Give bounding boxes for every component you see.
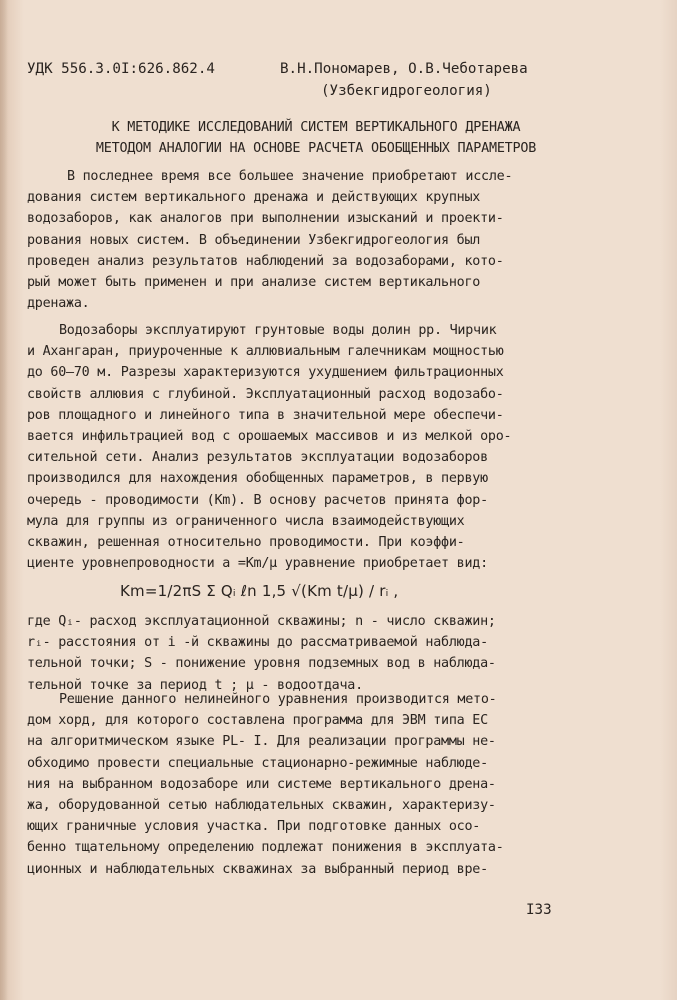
text-line: водозаборов, как аналогов при выполнении изысканий и проекти-	[27, 211, 504, 227]
text-line: ров площадного и линейного типа в значительной мере обеспечи-	[27, 407, 504, 423]
paragraph-2	[27, 320, 587, 574]
text-line: производился для нахождения обобщенных параметров, в первую	[27, 471, 488, 487]
text-line: Решение данного нелинейного уравнения производится мето-	[59, 692, 497, 707]
article-title	[20, 117, 612, 159]
text-line: жа, оборудованной сетью наблюдательных скважин, характеризу-	[27, 797, 496, 813]
text-line: ния на выбранном водозаборе или системе вертикального дрена-	[27, 776, 496, 792]
formula-km: Km=1/2πS Σ Qᵢ ℓn 1,5 √(Km t/μ) / rᵢ ,	[120, 582, 399, 600]
text-line: rᵢ- расстояния от i -й скважины до рассматриваемой наблюда-	[27, 635, 488, 651]
title-line: МЕТОДОМ АНАЛОГИИ НА ОСНОВЕ РАСЧЕТА ОБОБЩЕННЫХ ПАРАМЕТРОВ	[95, 141, 537, 156]
text-line: сительной сети. Анализ результатов эксплуатации водозаборов	[27, 450, 488, 466]
binding-shadow	[0, 0, 8, 1000]
udk-code: УДК 556.3.0I:626.862.4	[27, 61, 215, 77]
text-line: циенте уровнепроводности a =Km/μ уравнение приобретает вид:	[27, 556, 488, 572]
text-line: проведен анализ результатов наблюдений за водозаборами, кото-	[27, 253, 504, 269]
text-line: рый может быть применен и при анализе систем вертикального	[27, 274, 481, 290]
text-line: обходимо провести специальные стационарно-режимные наблюде-	[27, 755, 488, 771]
page-number: I33	[526, 902, 552, 918]
title-line: К МЕТОДИКЕ ИССЛЕДОВАНИЙ СИСТЕМ ВЕРТИКАЛЬНОГО ДРЕНАЖА	[111, 120, 521, 135]
text-line: до 60–70 м. Разрезы характеризуются ухудшением фильтрационных	[27, 365, 504, 381]
text-line: мула для группы из ограниченного числа взаимодействующих	[27, 513, 465, 529]
text-line: где Qᵢ- расход эксплуатационной скважины; n - число скважин;	[27, 614, 496, 629]
text-line: Водозаборы эксплуатируют грунтовые воды долин рр. Чирчик	[59, 323, 497, 338]
text-line: дования систем вертикального дренажа и действующих крупных	[27, 190, 481, 206]
text-line: очередь - проводимости (Km). В основу расчетов принята фор-	[27, 492, 488, 508]
text-line: скважин, решенная относительно проводимости. При коэффи-	[27, 534, 465, 550]
text-line: и Ахангаран, приуроченные к аллювиальным галечникам мощностью	[27, 344, 504, 360]
text-line: В последнее время все большее значение приобретают иссле-	[67, 169, 513, 184]
text-line: дренажа.	[27, 296, 90, 312]
text-line: ющих граничные условия участка. При подготовке данных осо-	[27, 819, 481, 835]
text-line: тельной точке за период t ; μ - водоотдача.	[27, 677, 363, 693]
paragraph-3	[27, 611, 587, 696]
authors: В.Н.Пономарев, О.В.Чеботарева	[280, 61, 528, 77]
text-line: рования новых систем. В объединении Узбекгидрогеология был	[27, 232, 481, 248]
text-line: вается инфильтрацией вод с орошаемых массивов и из мелкой оро-	[27, 428, 512, 444]
text-line: бенно тщательному определению подлежат понижения в эксплуата-	[27, 840, 504, 856]
paragraph-4	[27, 689, 587, 880]
paragraph-1	[27, 166, 587, 314]
affiliation: (Узбекгидрогеология)	[321, 83, 492, 99]
text-line: ционных и наблюдательных скважинах за выбранный период вре-	[27, 861, 488, 877]
text-line: дом хорд, для которого составлена программа для ЭВМ типа ЕС	[27, 713, 488, 729]
text-line: свойств аллювия с глубиной. Эксплуатационный расход водозабо-	[27, 386, 504, 402]
text-line: на алгоритмическом языке PL- I. Для реализации программы не-	[27, 734, 496, 750]
text-line: тельной точки; S - понижение уровня подземных вод в наблюда-	[27, 656, 496, 672]
